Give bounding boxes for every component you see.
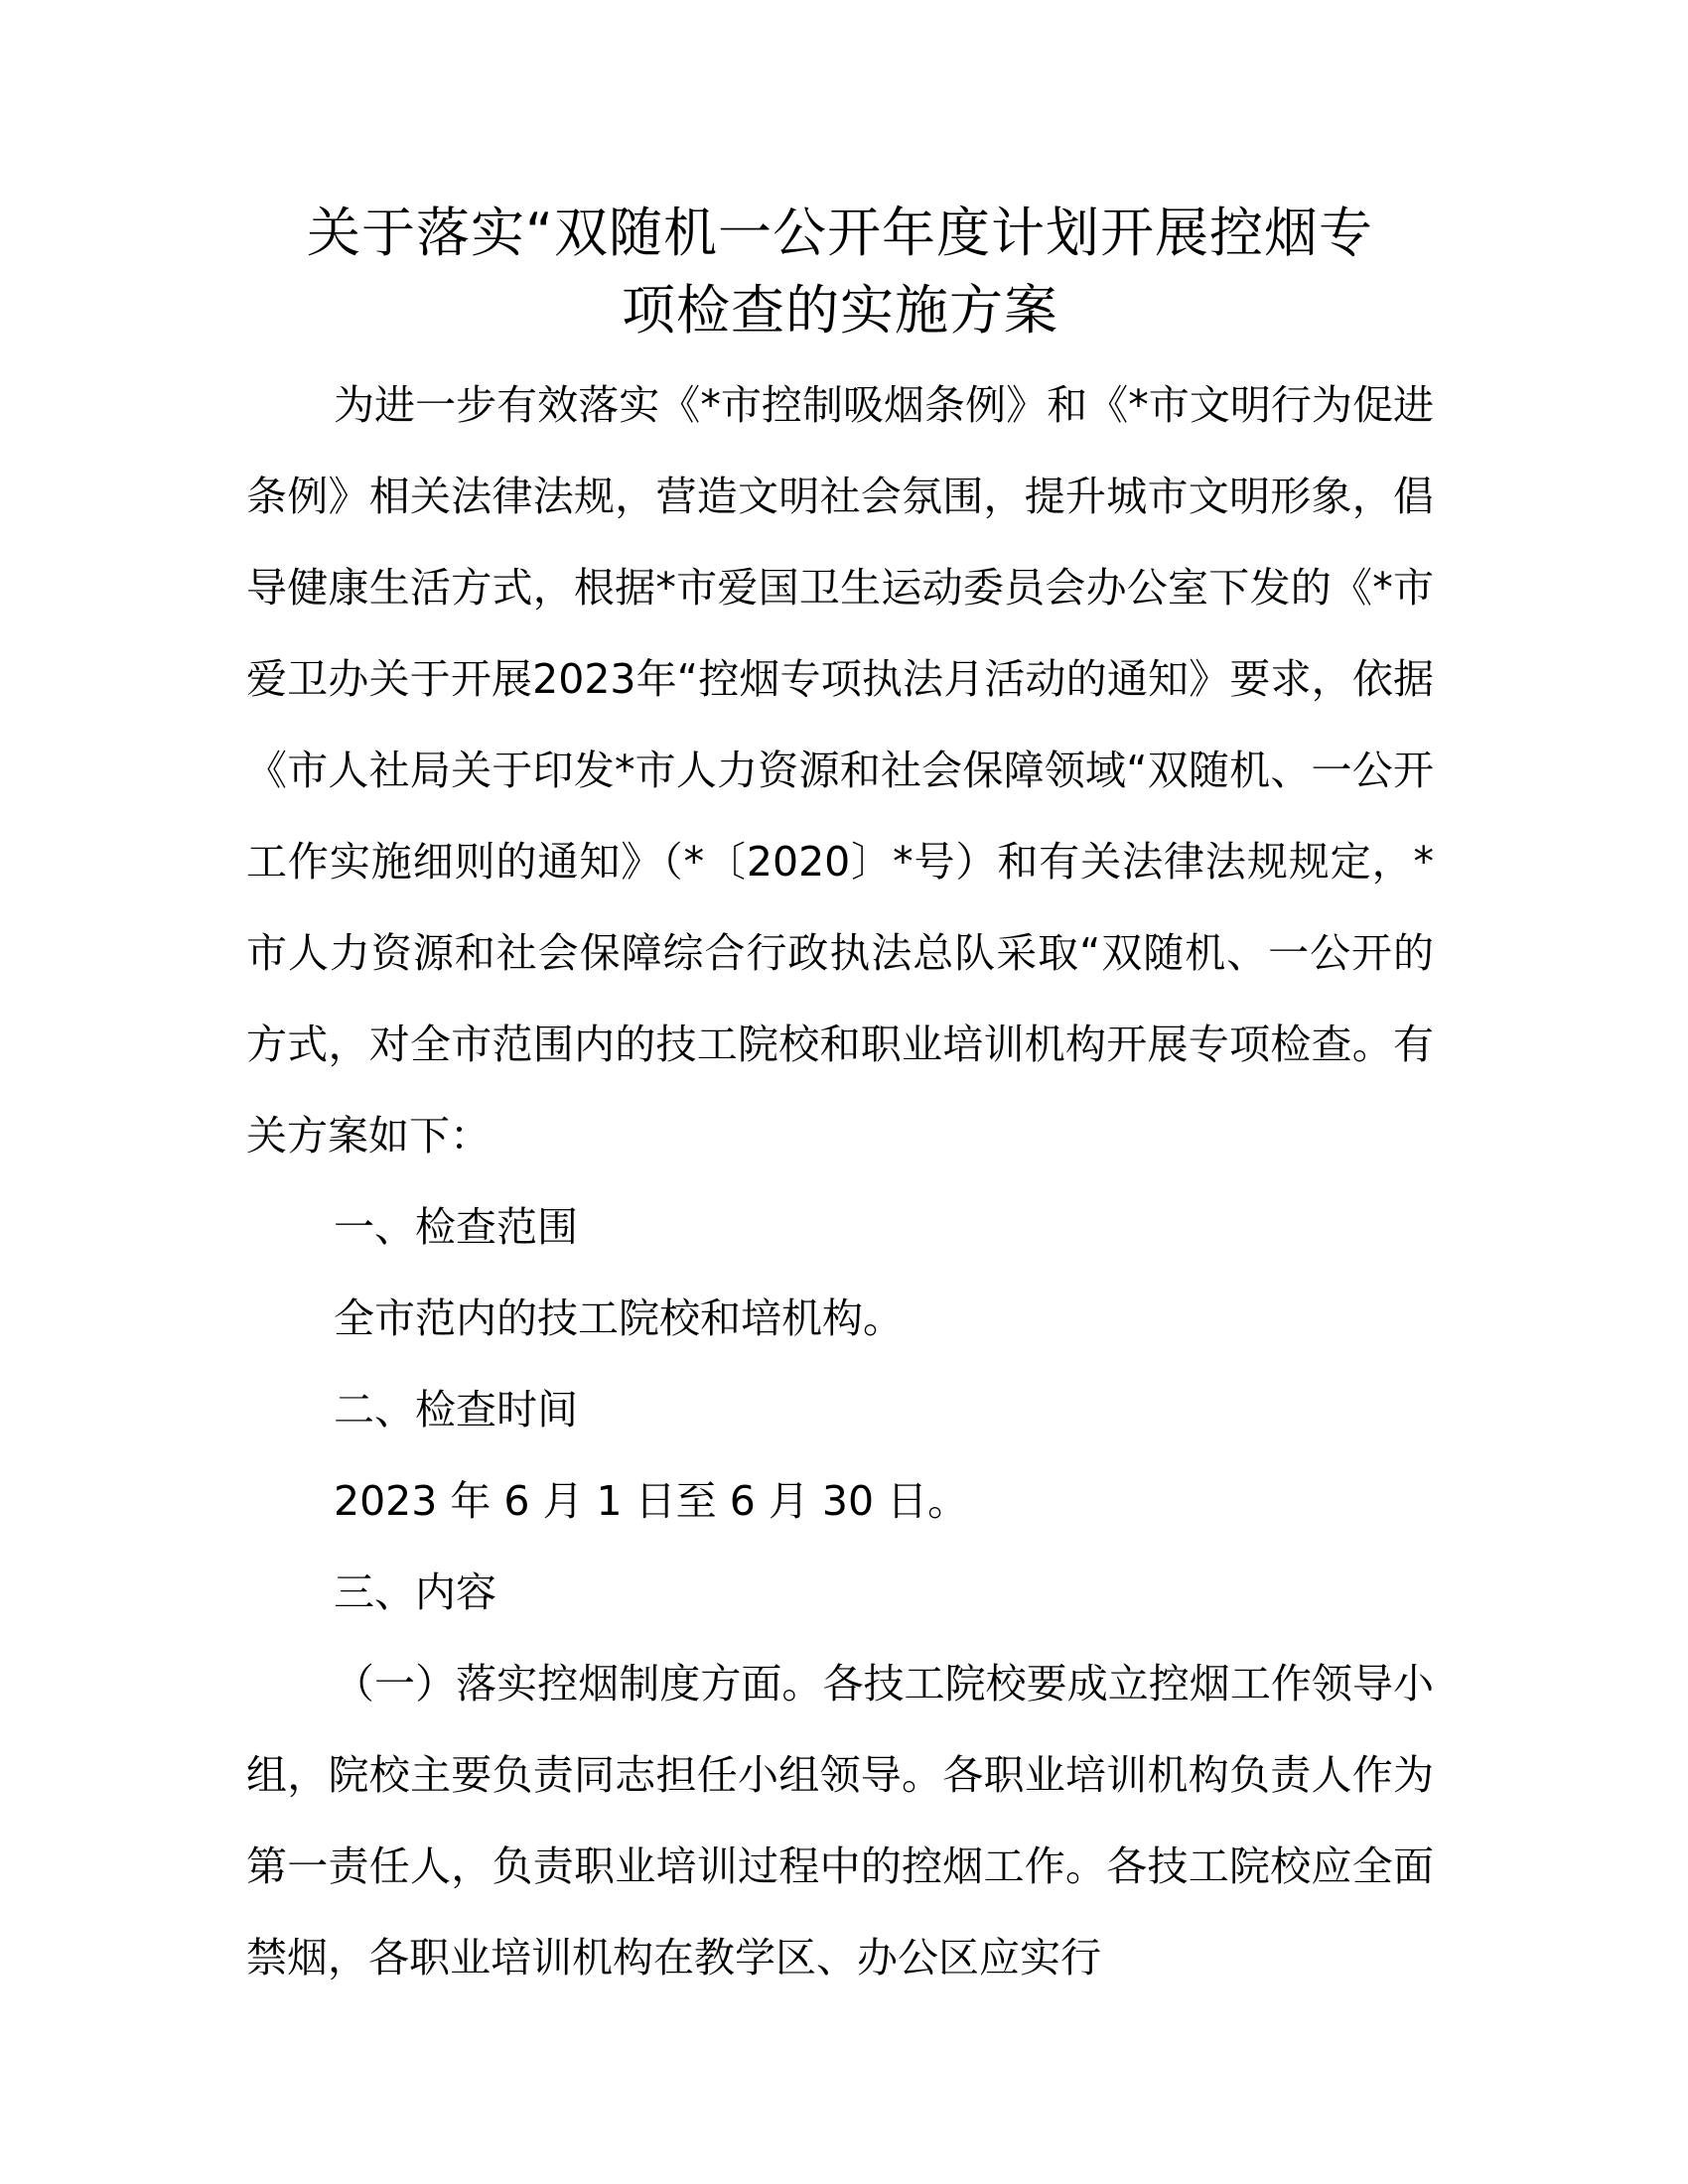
section-3-heading: 三、内容 [334, 1569, 496, 1616]
section-2-body: 2023 年 6 月 1 日至 6 月 30 日。 [334, 1477, 969, 1525]
intro-paragraph: 为进一步有效落实《*市控制吸烟条例》和《*市文明行为促进条例》相关法律法规，营造文明社会氛围，提升城市文明形象，倡导健康生活方式，根据*市爱国卫生运动委员会办公室下发的《*市爱卫办关于开展2023年“控烟专项执法月活动的通知》要求，依据《市人社局关于印发*市人力资源和社会保障领域“双随机、一公开工作实施细则的通知》（*〔2020〕*号）和有关法律法规规定，*市人力资源和社会保障综合行政执法总队采取“双随机、一公开的方式，对全市范围内的技工院校和职业培训机构开展专项检查。有关方案如下： [246, 381, 1434, 1160]
title-line-1: 关于落实“双随机一公开年度计划开展控烟专 [307, 202, 1373, 264]
document-page [246, 195, 1434, 2003]
document-title [246, 195, 1434, 349]
section-1-heading: 一、检查范围 [334, 1203, 578, 1251]
section-1-body: 全市范内的技工院校和培机构。 [334, 1295, 904, 1342]
section-3-paragraph-1: （一）落实控烟制度方面。各技工院校要成立控烟工作领导小组，院校主要负责同志担任小组领导。各职业培训机构负责人作为第一责任人，负责职业培训过程中的控烟工作。各技工院校应全面禁烟，各职业培训机构在教学区、办公区应实行 [246, 1660, 1434, 1981]
title-line-2: 项检查的实施方案 [622, 279, 1058, 341]
section-2-heading: 二、检查时间 [334, 1386, 578, 1433]
